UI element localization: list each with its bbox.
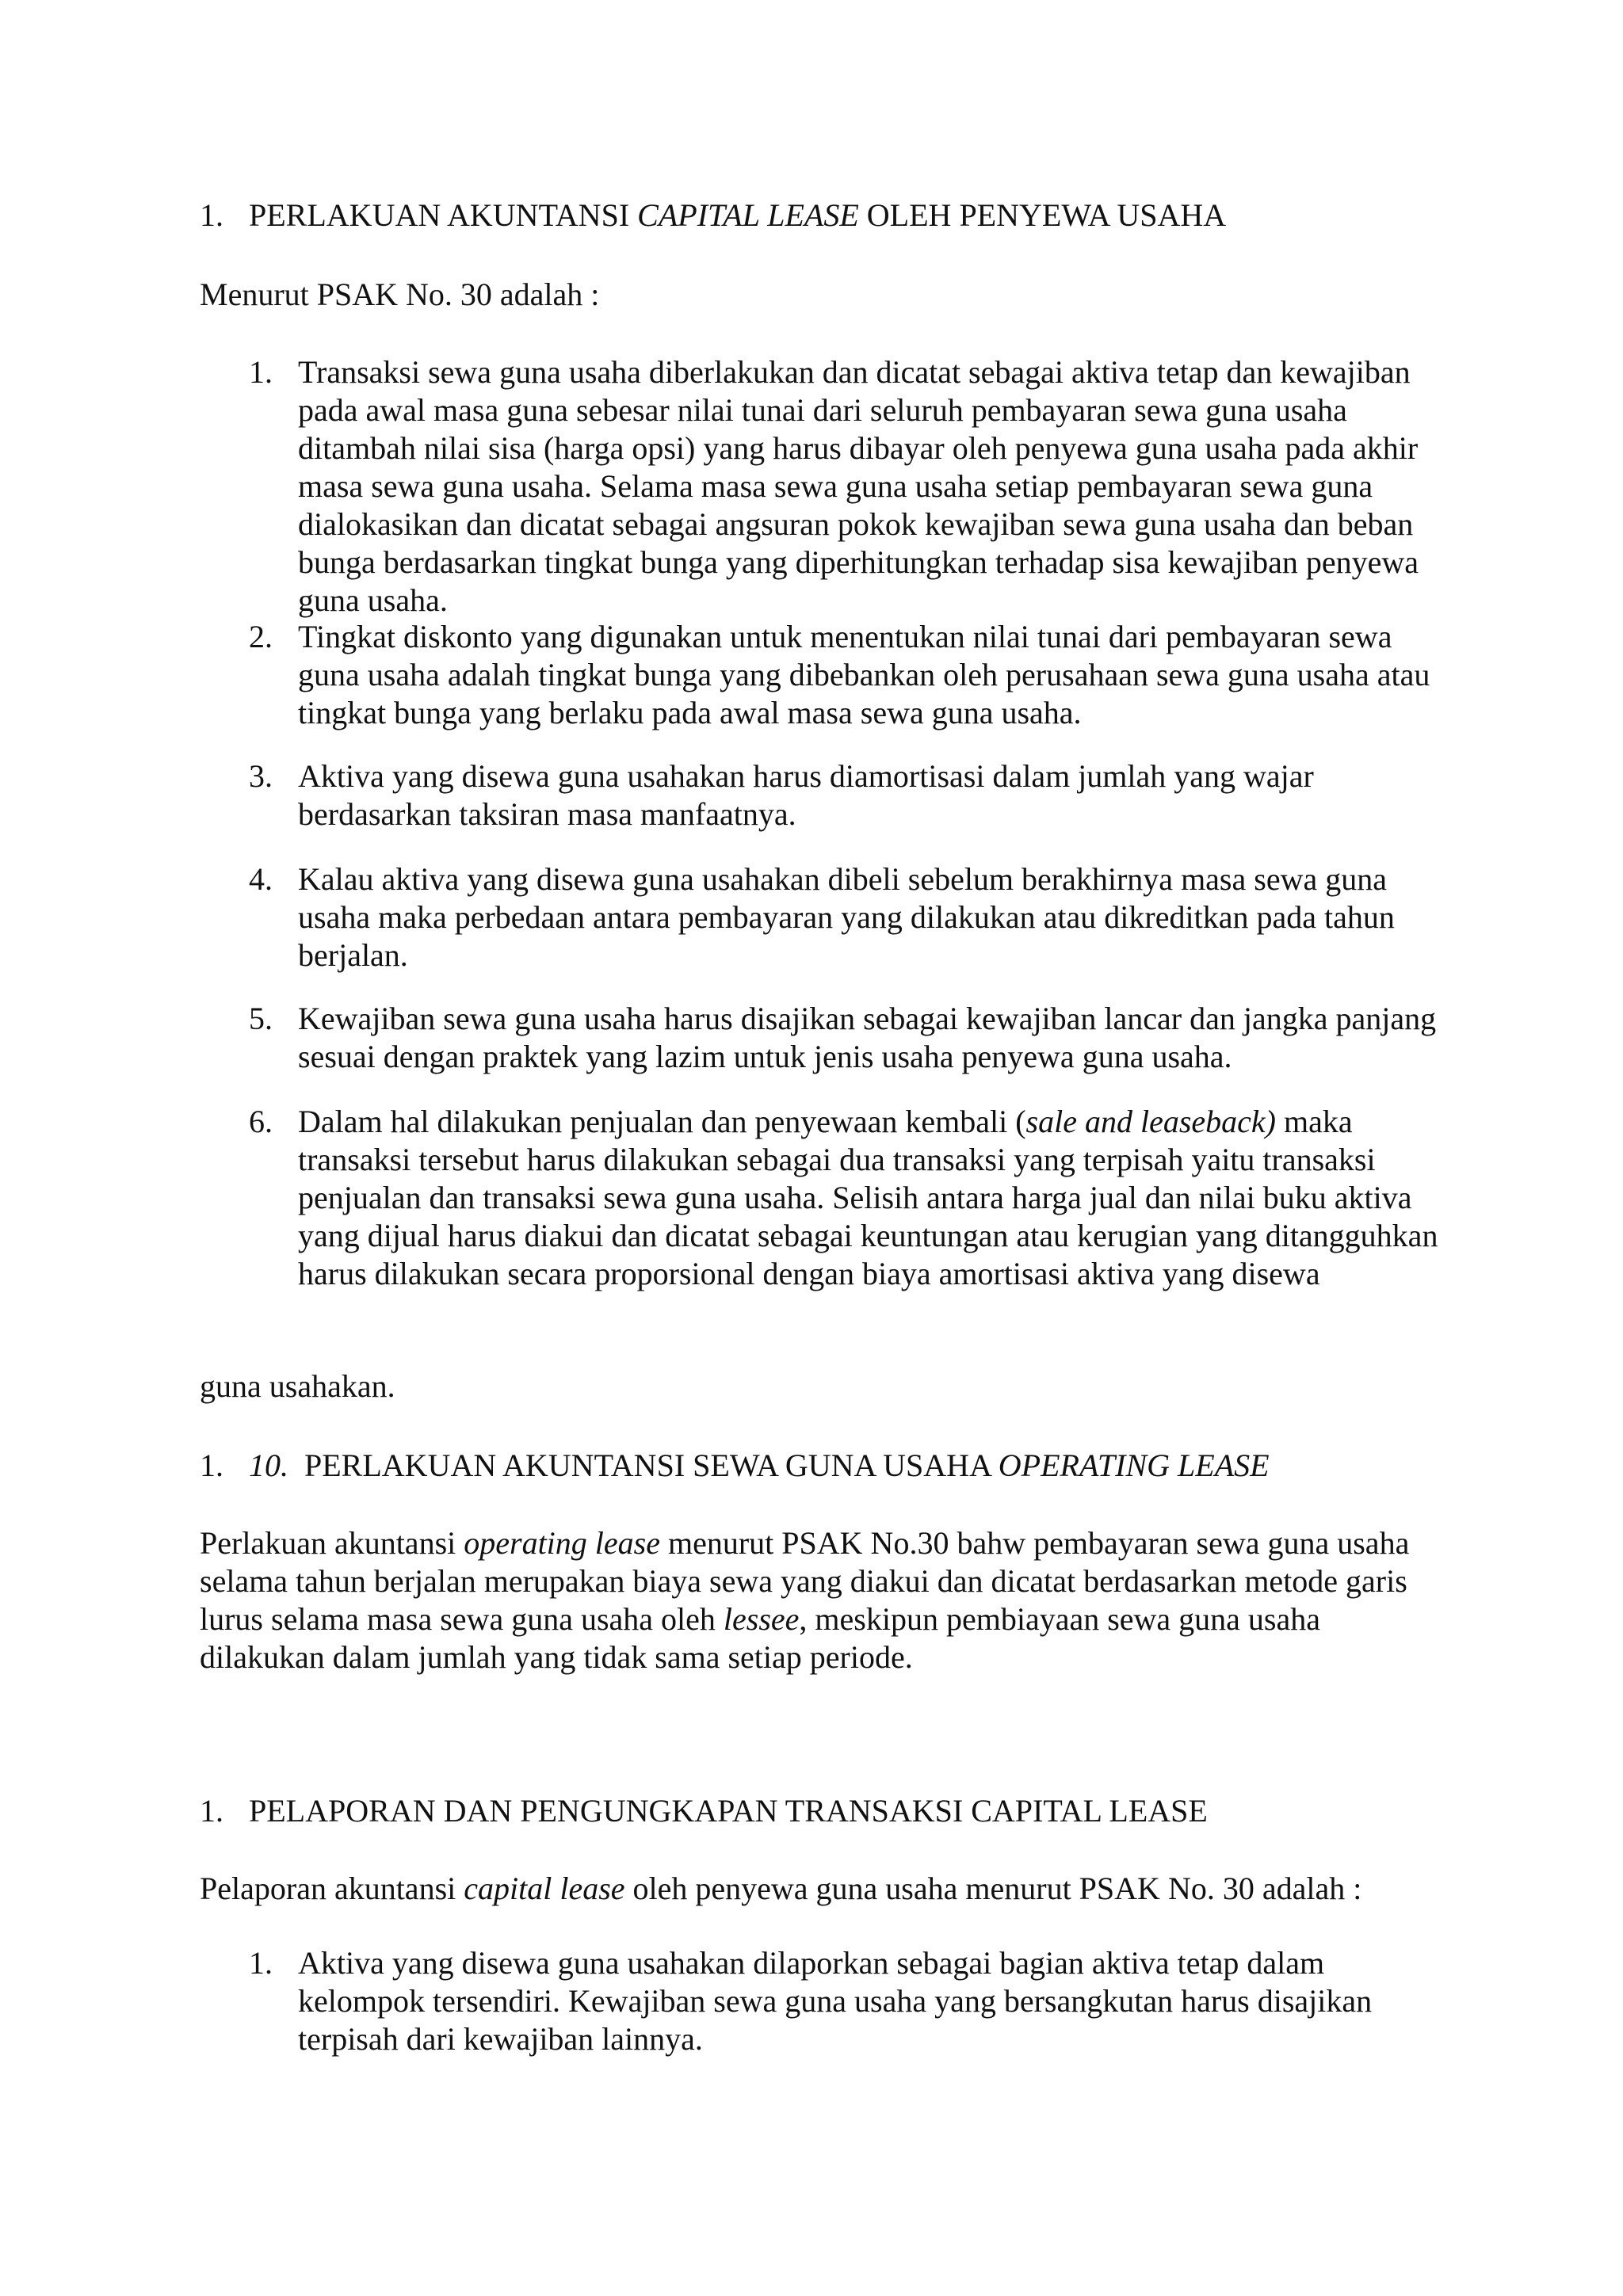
list-item-text: Kewajiban sewa guna usaha harus disajikan sebagai kewajiban lancar dan jangka panjang sesuai dengan praktek yang lazim untuk jenis usaha penyewa guna usaha. <box>298 1001 1437 1074</box>
list-item-text-part: maka transaksi tersebut harus dilakukan sebagai dua transaksi yang terpisah yaitu transaksi penjualan dan transaksi sewa guna usaha. Selisih antara harga jual dan nilai buku aktiva yang dijual harus diakui dan dicatat sebagai keuntungan atau kerugian yang ditangguhkan harus dilakukan secara proporsional dengan biaya amortisasi aktiva yang disewa <box>298 1104 1438 1291</box>
list-item-number: 2. <box>249 619 273 654</box>
intro-italic-text: capital lease <box>464 1871 625 1906</box>
paragraph-italic-text: operating lease <box>464 1525 660 1561</box>
list-item <box>200 618 1452 732</box>
list-item-italic-text: sale and leaseback) <box>1025 1104 1276 1139</box>
list-item-number: 5. <box>249 1001 273 1036</box>
list-item-number: 1. <box>249 1945 273 1981</box>
paragraph-text: menurut PSAK No.30 bahw pembayaran sewa guna usaha selama tahun berjalan merupakan biaya sewa yang diakui dan dicatat berdasarkan metode garis lurus selama masa sewa guna usaha oleh <box>200 1525 1410 1637</box>
list-item <box>200 1000 1452 1076</box>
list-item-text: Tingkat diskonto yang digunakan untuk menentukan nilai tunai dari pembayaran sewa guna usaha adalah tingkat bunga yang dibebankan oleh perusahaan sewa guna usaha atau tingkat bunga yang berlaku pada awal masa sewa guna usaha. <box>298 619 1430 730</box>
list-item <box>200 1103 1452 1293</box>
list-item <box>200 353 1452 620</box>
heading-number: 1. <box>200 1447 223 1483</box>
section-paragraph <box>200 1524 1436 1676</box>
section-intro: Menurut PSAK No. 30 adalah : <box>200 277 600 312</box>
paragraph-italic-text: lessee <box>723 1601 800 1637</box>
intro-text: oleh penyewa guna usaha menurut PSAK No. 30 adalah : <box>624 1871 1362 1906</box>
heading-text-suffix: OLEH PENYEWA USAHA <box>858 197 1227 233</box>
list-item-number: 6. <box>249 1104 273 1139</box>
list-item-number: 3. <box>249 758 273 794</box>
paragraph-text: Perlakuan akuntansi <box>200 1525 464 1561</box>
list-item-number: 1. <box>249 354 273 390</box>
heading-italic-number: 10. <box>249 1447 288 1483</box>
section-heading-operating-lease <box>200 1447 1547 1485</box>
list-item <box>200 1944 1452 2058</box>
section-intro <box>200 1870 1436 1908</box>
list-item-number: 4. <box>249 861 273 897</box>
list-item <box>200 757 1452 833</box>
list-item <box>200 860 1452 974</box>
section-heading-capital-lease <box>200 196 1547 235</box>
heading-text: PERLAKUAN AKUNTANSI SEWA GUNA USAHA <box>288 1447 999 1483</box>
heading-number: 1. <box>200 197 223 233</box>
continuation-text: guna usahakan. <box>200 1368 395 1404</box>
list-item-text <box>298 1104 1438 1291</box>
list-item-text: Transaksi sewa guna usaha diberlakukan dan dicatat sebagai aktiva tetap dan kewajiban pada awal masa guna sebesar nilai tunai dari seluruh pembayaran sewa guna usaha ditambah nilai sisa (harga opsi) yang harus dibayar oleh penyewa guna usaha pada akhir masa sewa guna usaha. Selama masa sewa guna usaha setiap pembayaran sewa guna dialokasikan dan dicatat sebagai angsuran pokok kewajiban sewa guna usaha dan beban bunga berdasarkan tingkat bunga yang diperhitungkan terhadap sisa kewajiban penyewa guna usaha. <box>298 354 1419 618</box>
list-item-text: Aktiva yang disewa guna usahakan harus diamortisasi dalam jumlah yang wajar berdasarkan taksiran masa manfaatnya. <box>298 758 1314 832</box>
heading-italic-text: OPERATING LEASE <box>998 1447 1270 1483</box>
list-item-text: Aktiva yang disewa guna usahakan dilaporkan sebagai bagian aktiva tetap dalam kelompok tersendiri. Kewajiban sewa guna usaha yang bersangkutan harus disajikan terpisah dari kewajiban lainnya. <box>298 1945 1373 2057</box>
list-item-text: Kalau aktiva yang disewa guna usahakan dibeli sebelum berakhirnya masa sewa guna usaha maka perbedaan antara pembayaran yang dilakukan atau dikreditkan pada tahun berjalan. <box>298 861 1395 973</box>
intro-text: Pelaporan akuntansi <box>200 1871 464 1906</box>
heading-number: 1. <box>200 1793 223 1829</box>
heading-text: PERLAKUAN AKUNTANSI <box>249 197 638 233</box>
paragraph-text: , meskipun pembiayaan sewa guna usaha dilakukan dalam jumlah yang tidak sama setiap periode. <box>200 1601 1320 1675</box>
section-heading-reporting <box>200 1792 1547 1830</box>
heading-text: PELAPORAN DAN PENGUNGKAPAN TRANSAKSI CAPITAL LEASE <box>249 1793 1208 1829</box>
heading-italic-text: CAPITAL LEASE <box>637 197 859 233</box>
list-item-text-part: Dalam hal dilakukan penjualan dan penyewaan kembali ( <box>298 1104 1026 1139</box>
